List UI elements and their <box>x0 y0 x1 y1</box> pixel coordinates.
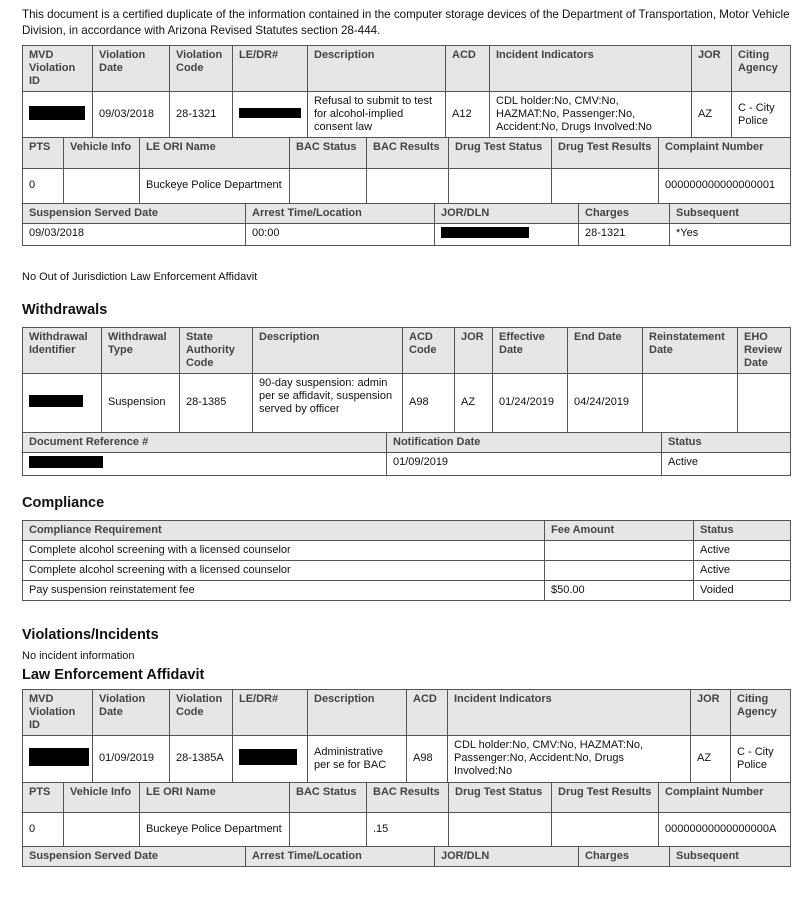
end-date: 04/24/2019 <box>568 373 643 432</box>
header-subsequent: Subsequent <box>670 847 791 867</box>
drug-test-results <box>552 168 659 203</box>
pts-value: 0 <box>23 168 64 203</box>
header-jor: JOR <box>692 46 732 92</box>
compliance-requirement: Complete alcohol screening with a licensed counselor <box>23 540 545 560</box>
header-description: Description <box>253 327 403 373</box>
header-suspension-served-date: Suspension Served Date <box>23 204 246 224</box>
header-bac-results: BAC Results <box>367 138 449 168</box>
header-citing-agency: Citing Agency <box>732 46 791 92</box>
header-drug-test-status: Drug Test Status <box>449 138 552 168</box>
incident-indicators: CDL holder:No, CMV:No, HAZMAT:No, Passenger:No, Accident:No, Drugs Involved:No <box>448 735 691 782</box>
arrest-time-location: 00:00 <box>246 223 435 245</box>
jor-value: AZ <box>455 373 493 432</box>
acd-value: A98 <box>407 735 448 782</box>
header-vehicle-info: Vehicle Info <box>64 138 140 168</box>
withdrawal-description: 90-day suspension: admin per se affidavit, suspension served by officer <box>253 373 403 432</box>
complaint-number: 000000000000000001 <box>659 168 791 203</box>
drug-test-status <box>449 168 552 203</box>
header-le-ori-name: LE ORI Name <box>140 783 290 813</box>
bac-status <box>290 813 367 847</box>
violation-record-2 <box>22 689 791 783</box>
header-fee-amount: Fee Amount <box>545 520 694 540</box>
header-drug-test-status: Drug Test Status <box>449 783 552 813</box>
suspension-served-date: 09/03/2018 <box>23 223 246 245</box>
header-bac-results: BAC Results <box>367 783 449 813</box>
redaction-bar <box>239 749 297 765</box>
header-compliance-requirement: Compliance Requirement <box>23 520 545 540</box>
header-drug-test-results: Drug Test Results <box>552 783 659 813</box>
affidavit-note: No Out of Jurisdiction Law Enforcement Affidavit <box>22 270 258 283</box>
reinstatement-date <box>643 373 738 432</box>
header-bac-status: BAC Status <box>290 783 367 813</box>
header-description: Description <box>308 46 446 92</box>
header-status: Status <box>662 433 791 453</box>
jor-value: AZ <box>692 92 732 138</box>
le-ori-name: Buckeye Police Department <box>140 813 290 847</box>
effective-date: 01/24/2019 <box>493 373 568 432</box>
withdrawal-type: Suspension <box>102 373 180 432</box>
acd-value: A12 <box>446 92 490 138</box>
fee-amount <box>545 540 694 560</box>
jor-value: AZ <box>691 735 731 782</box>
pts-value: 0 <box>23 813 64 847</box>
withdrawals-table <box>22 327 791 433</box>
redaction-bar <box>29 748 89 766</box>
header-acd-code: ACD Code <box>403 327 455 373</box>
header-state-authority-code: State Authority Code <box>180 327 253 373</box>
subsequent: *Yes <box>670 223 791 245</box>
redaction-bar <box>29 395 83 407</box>
header-le-dr: LE/DR# <box>233 46 308 92</box>
header-incident-indicators: Incident Indicators <box>448 689 691 735</box>
header-pts: PTS <box>23 783 64 813</box>
header-violation-date: Violation Date <box>93 689 170 735</box>
bac-status <box>290 168 367 203</box>
fee-amount <box>545 560 694 580</box>
redaction-bar <box>441 227 529 238</box>
drug-test-results <box>552 813 659 847</box>
header-acd: ACD <box>407 689 448 735</box>
jor-dln-cell <box>435 223 579 245</box>
redaction-bar <box>239 108 301 118</box>
violation-record-1-details <box>22 138 791 204</box>
violation-record-2-details <box>22 783 791 848</box>
eho-review-date <box>738 373 791 432</box>
header-eho-review-date: EHO Review Date <box>738 327 791 373</box>
header-mvd-violation-id: MVD Violation ID <box>23 46 93 92</box>
drug-test-status <box>449 813 552 847</box>
header-reinstatement-date: Reinstatement Date <box>643 327 738 373</box>
acd-code: A98 <box>403 373 455 432</box>
charges: 28-1321 <box>579 223 670 245</box>
withdrawal-status: Active <box>662 452 791 475</box>
violation-date: 01/09/2019 <box>93 735 170 782</box>
header-suspension-served-date: Suspension Served Date <box>23 847 246 867</box>
header-effective-date: Effective Date <box>493 327 568 373</box>
mvd-violation-id-cell <box>23 735 93 782</box>
le-ori-name: Buckeye Police Department <box>140 168 290 203</box>
vehicle-info <box>64 168 140 203</box>
table-row <box>23 540 791 560</box>
header-vehicle-info: Vehicle Info <box>64 783 140 813</box>
compliance-status: Voided <box>694 580 791 600</box>
le-dr-cell <box>233 735 308 782</box>
compliance-status: Active <box>694 560 791 580</box>
law-enforcement-affidavit-heading: Law Enforcement Affidavit <box>22 666 205 683</box>
document-reference-cell <box>23 452 387 475</box>
header-violation-code: Violation Code <box>170 46 233 92</box>
header-charges: Charges <box>579 847 670 867</box>
header-arrest-time-location: Arrest Time/Location <box>246 204 435 224</box>
header-complaint-number: Complaint Number <box>659 138 791 168</box>
violation-record-1-suspension <box>22 204 791 246</box>
compliance-requirement: Pay suspension reinstatement fee <box>23 580 545 600</box>
header-withdrawal-type: Withdrawal Type <box>102 327 180 373</box>
mvd-violation-id-cell <box>23 92 93 138</box>
header-jor-dln: JOR/DLN <box>435 847 579 867</box>
withdrawals-heading: Withdrawals <box>22 301 108 318</box>
violation-record-1 <box>22 45 791 138</box>
incidents-note: No incident information <box>22 649 135 662</box>
header-arrest-time-location: Arrest Time/Location <box>246 847 435 867</box>
incident-indicators: CDL holder:No, CMV:No, HAZMAT:No, Passenger:No, Accident:No, Drugs Involved:No <box>490 92 692 138</box>
header-notification-date: Notification Date <box>387 433 662 453</box>
fee-amount: $50.00 <box>545 580 694 600</box>
citing-agency: C - City Police <box>731 735 791 782</box>
table-row <box>23 560 791 580</box>
header-status: Status <box>694 520 791 540</box>
violation-code: 28-1321 <box>170 92 233 138</box>
certification-statement: This document is a certified duplicate of the information contained in the computer storage devices of the Department of Transportation, Motor Vehicle Division, in accordance with Arizona Revised Statutes section 28-444. <box>22 8 790 37</box>
header-incident-indicators: Incident Indicators <box>490 46 692 92</box>
header-jor: JOR <box>691 689 731 735</box>
violations-incidents-heading: Violations/Incidents <box>22 626 159 643</box>
notification-date: 01/09/2019 <box>387 452 662 475</box>
state-authority-code: 28-1385 <box>180 373 253 432</box>
header-jor-dln: JOR/DLN <box>435 204 579 224</box>
header-document-reference: Document Reference # <box>23 433 387 453</box>
table-row <box>23 580 791 600</box>
violation-date: 09/03/2018 <box>93 92 170 138</box>
header-charges: Charges <box>579 204 670 224</box>
header-acd: ACD <box>446 46 490 92</box>
violation-description: Administrative per se for BAC <box>308 735 407 782</box>
vehicle-info <box>64 813 140 847</box>
header-description: Description <box>308 689 407 735</box>
header-end-date: End Date <box>568 327 643 373</box>
redaction-bar <box>29 106 85 120</box>
violation-description: Refusal to submit to test for alcohol-implied consent law <box>308 92 446 138</box>
header-drug-test-results: Drug Test Results <box>552 138 659 168</box>
header-le-ori-name: LE ORI Name <box>140 138 290 168</box>
compliance-table <box>22 520 791 601</box>
withdrawals-reference-table <box>22 433 791 476</box>
header-jor: JOR <box>455 327 493 373</box>
header-bac-status: BAC Status <box>290 138 367 168</box>
complaint-number: 00000000000000000A <box>659 813 791 847</box>
header-citing-agency: Citing Agency <box>731 689 791 735</box>
violation-code: 28-1385A <box>170 735 233 782</box>
bac-results <box>367 168 449 203</box>
compliance-status: Active <box>694 540 791 560</box>
le-dr-cell <box>233 92 308 138</box>
withdrawal-identifier-cell <box>23 373 102 432</box>
header-withdrawal-identifier: Withdrawal Identifier <box>23 327 102 373</box>
header-complaint-number: Complaint Number <box>659 783 791 813</box>
compliance-heading: Compliance <box>22 494 105 511</box>
header-pts: PTS <box>23 138 64 168</box>
bac-results: .15 <box>367 813 449 847</box>
header-mvd-violation-id: MVD Violation ID <box>23 689 93 735</box>
redaction-bar <box>29 456 103 468</box>
header-subsequent: Subsequent <box>670 204 791 224</box>
header-violation-code: Violation Code <box>170 689 233 735</box>
compliance-requirement: Complete alcohol screening with a licensed counselor <box>23 560 545 580</box>
citing-agency: C - City Police <box>732 92 791 138</box>
header-le-dr: LE/DR# <box>233 689 308 735</box>
header-violation-date: Violation Date <box>93 46 170 92</box>
violation-record-2-suspension <box>22 847 791 867</box>
